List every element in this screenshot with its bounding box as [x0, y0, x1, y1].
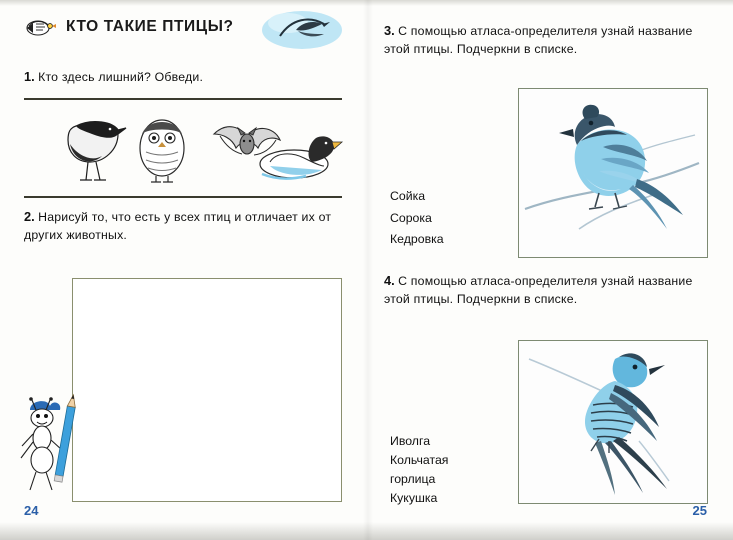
- task-2-number: 2.: [24, 209, 35, 224]
- task-4: [384, 272, 714, 309]
- ant-character-with-pencil: [18, 388, 78, 498]
- jay-bird-photo[interactable]: [518, 88, 708, 258]
- task-3: [384, 22, 714, 59]
- task-4-text: С помощью атласа-определителя узнай название этой птицы. Подчеркни в списке.: [384, 274, 693, 306]
- crow-figure: [68, 122, 126, 180]
- bird-badge-icon: [24, 14, 58, 40]
- drawing-area[interactable]: [72, 278, 342, 502]
- page-header: [24, 14, 234, 40]
- flying-bird-picture: [258, 6, 344, 56]
- row-of-animals-crow-owl-bat-duck[interactable]: [30, 104, 342, 190]
- option-ivolga[interactable]: Иволга: [390, 434, 431, 448]
- right-page: [366, 0, 733, 540]
- divider-top: [24, 98, 342, 100]
- option-soika[interactable]: Сойка: [390, 189, 426, 203]
- cuckoo-bird-photo[interactable]: [518, 340, 708, 504]
- duck-figure: [260, 136, 342, 178]
- task-3-options[interactable]: [390, 186, 444, 251]
- bat-figure: [214, 127, 280, 155]
- page-number-left: 24: [24, 503, 39, 518]
- task-1-number: 1.: [24, 69, 35, 84]
- task-3-number: 3.: [384, 23, 395, 38]
- option-kedrovka[interactable]: Кедровка: [390, 232, 444, 247]
- option-gorlitsa[interactable]: горлица: [390, 472, 436, 487]
- option-kolchataya[interactable]: Кольчатая: [390, 453, 449, 468]
- task-1: [24, 68, 344, 87]
- page-title: КТО ТАКИЕ ПТИЦЫ?: [66, 18, 234, 35]
- page-number-right: 25: [692, 503, 707, 518]
- task-3-text: С помощью атласа-определителя узнай название этой птицы. Подчеркни в списке.: [384, 24, 693, 56]
- task-4-options[interactable]: [390, 432, 448, 508]
- task-4-number: 4.: [384, 273, 395, 288]
- task-1-text: Кто здесь лишний? Обведи.: [38, 70, 204, 84]
- task-2: [24, 208, 346, 245]
- option-soroka[interactable]: Сорока: [390, 210, 432, 225]
- owl-figure: [140, 120, 184, 182]
- divider-bottom: [24, 196, 342, 198]
- task-2-text: Нарисуй то, что есть у всех птиц и отличает их от других животных.: [24, 210, 332, 242]
- option-kukushka[interactable]: Кукушка: [390, 491, 438, 506]
- left-page: [0, 0, 366, 540]
